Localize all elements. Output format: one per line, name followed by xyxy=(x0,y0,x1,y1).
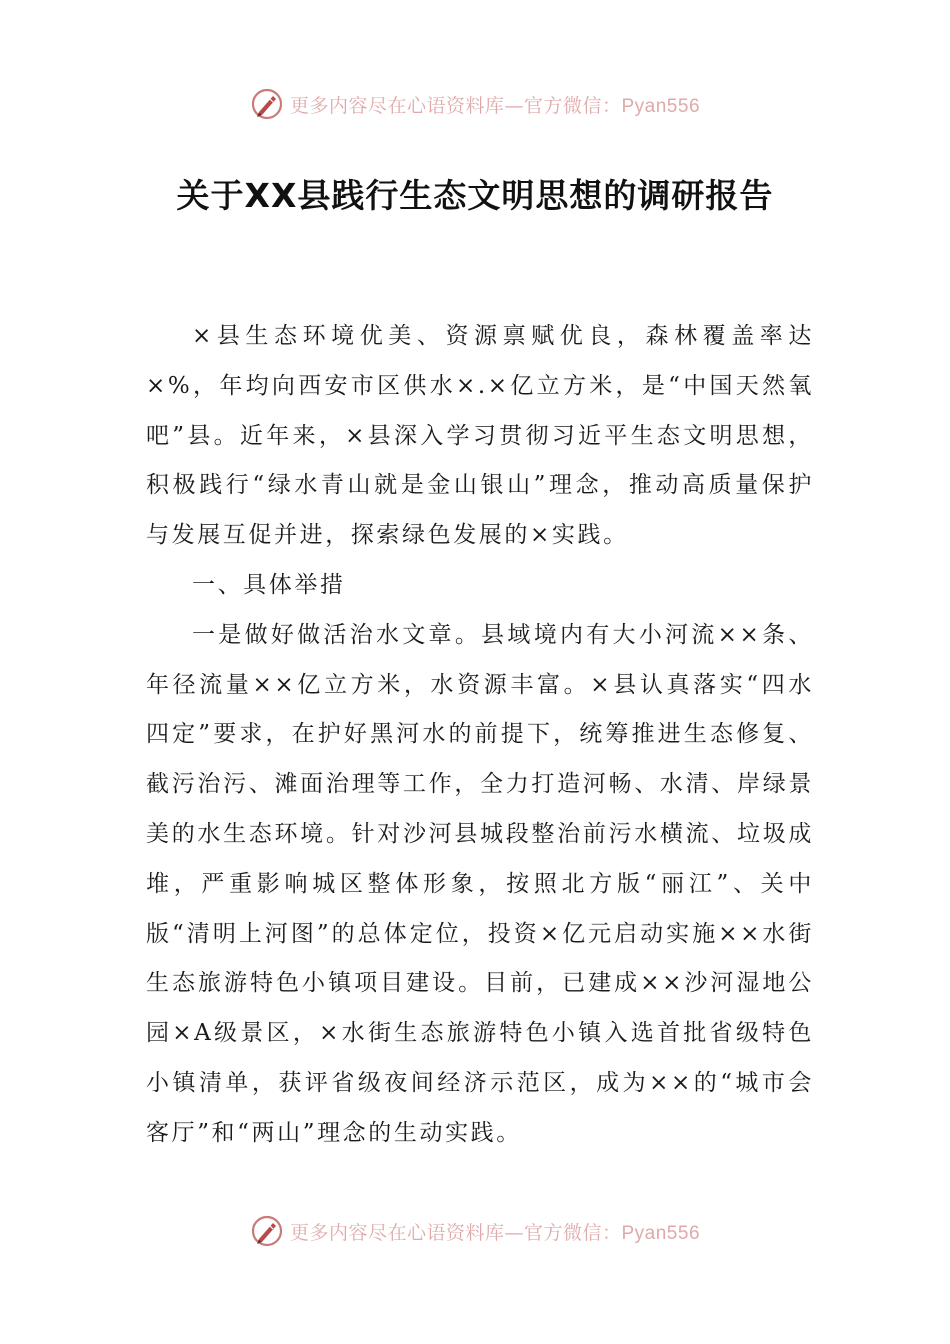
watermark-text: 更多内容尽在心语资料库—官方微信：Pyan556 xyxy=(289,94,701,117)
intro-paragraph: ×县生态环境优美、资源禀赋优良，森林覆盖率达×%，年均向西安市区供水×.×亿立方米，是“中国天然氧吧”县。近年来，×县深入学习贯彻习近平生态文明思想，积极践行“绿水青山就是金山银山”理念，推动高质量保护与发展互促并进，探索绿色发展的×实践。 xyxy=(146,323,814,549)
section-heading: 一、具体举措 xyxy=(192,571,346,598)
wechat-id: Pyan556 xyxy=(621,95,701,117)
pen-logo-icon xyxy=(250,87,284,121)
document-body xyxy=(146,312,814,1159)
wechat-id: Pyan556 xyxy=(621,1222,701,1244)
watermark-text: 更多内容尽在心语资料库—官方微信：Pyan556 xyxy=(289,1221,701,1244)
pen-logo-icon xyxy=(250,1214,284,1248)
footer-watermark-banner xyxy=(0,1211,950,1251)
header-watermark-banner xyxy=(0,84,950,124)
document-title: 关于XX县践行生态文明思想的调研报告 xyxy=(176,176,774,215)
measure-paragraph: 一是做好做活治水文章。县域境内有大小河流××条、年径流量××亿立方米，水资源丰富。×县认真落实“四水四定”要求，在护好黑河水的前提下，统筹推进生态修复、截污治污、滩面治理等工作，全力打造河畅、水清、岸绿景美的水生态环境。针对沙河县城段整治前污水横流、垃圾成堆，严重影响城区整体形象，按照北方版“丽江”、关中版“清明上河图”的总体定位，投资×亿元启动实施××水街生态旅游特色小镇项目建设。目前，已建成××沙河湿地公园×A级景区，×水街生态旅游特色小镇入选首批省级特色小镇清单，获评省级夜间经济示范区，成为××的“城市会客厅”和“两山”理念的生动实践。 xyxy=(146,621,814,1146)
